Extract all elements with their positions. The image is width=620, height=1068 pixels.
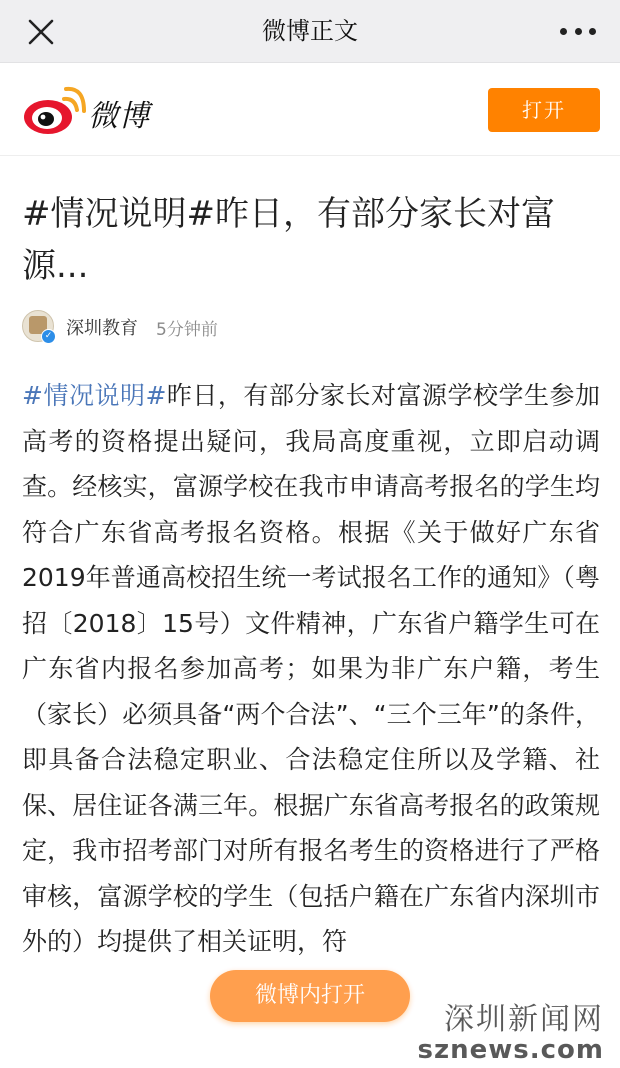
hashtag-link[interactable]: #情况说明# bbox=[22, 381, 167, 410]
post-time: 5分钟前 bbox=[156, 320, 218, 340]
watermark-domain: sznews.com bbox=[417, 1035, 604, 1065]
article-title: #情况说明#昨日，有部分家长对富源... bbox=[22, 194, 555, 286]
weibo-header bbox=[0, 63, 620, 156]
weibo-logo-icon bbox=[22, 85, 86, 137]
more-icon[interactable] bbox=[560, 19, 596, 43]
watermark-title: 深圳新闻网 bbox=[444, 1002, 604, 1037]
author-name[interactable]: 深圳教育 bbox=[66, 318, 138, 339]
page-title: 微博正文 bbox=[262, 17, 358, 45]
open-app-button[interactable]: 打开 bbox=[488, 88, 600, 132]
top-bar bbox=[0, 0, 620, 63]
article-body bbox=[22, 373, 600, 965]
brand-name: 微博 bbox=[88, 99, 150, 134]
article-body-text: 昨日，有部分家长对富源学校学生参加高考的资格提出疑问，我局高度重视，立即启动调查。经核实，富源学校在我市申请高考报名的学生均符合广东省高考报名资格。根据《关于做好广东省2019年普通高校招生统一考试报名工作的通知》（粤招〔2018〕15号）文件精神，广东省户籍学生可在广东省内报名参加高考；如果为非广东户籍，考生（家长）必须具备“两个合法”、“三个三年”的条件，即具备合法稳定职业、合法稳定住所以及学籍、社保、居住证各满三年。根据广东省高考报名的政策规定，我市招考部门对所有报名考生的资格进行了严格审核，富源学校的学生（包括户籍在广东省内深圳市外的）均提供了相关证明，符 bbox=[22, 381, 600, 956]
author-row bbox=[22, 310, 582, 344]
verified-icon: ✓ bbox=[41, 329, 56, 344]
avatar[interactable] bbox=[22, 310, 54, 342]
open-in-weibo-button[interactable]: 微博内打开 bbox=[210, 970, 410, 1022]
watermark bbox=[404, 1004, 604, 1064]
